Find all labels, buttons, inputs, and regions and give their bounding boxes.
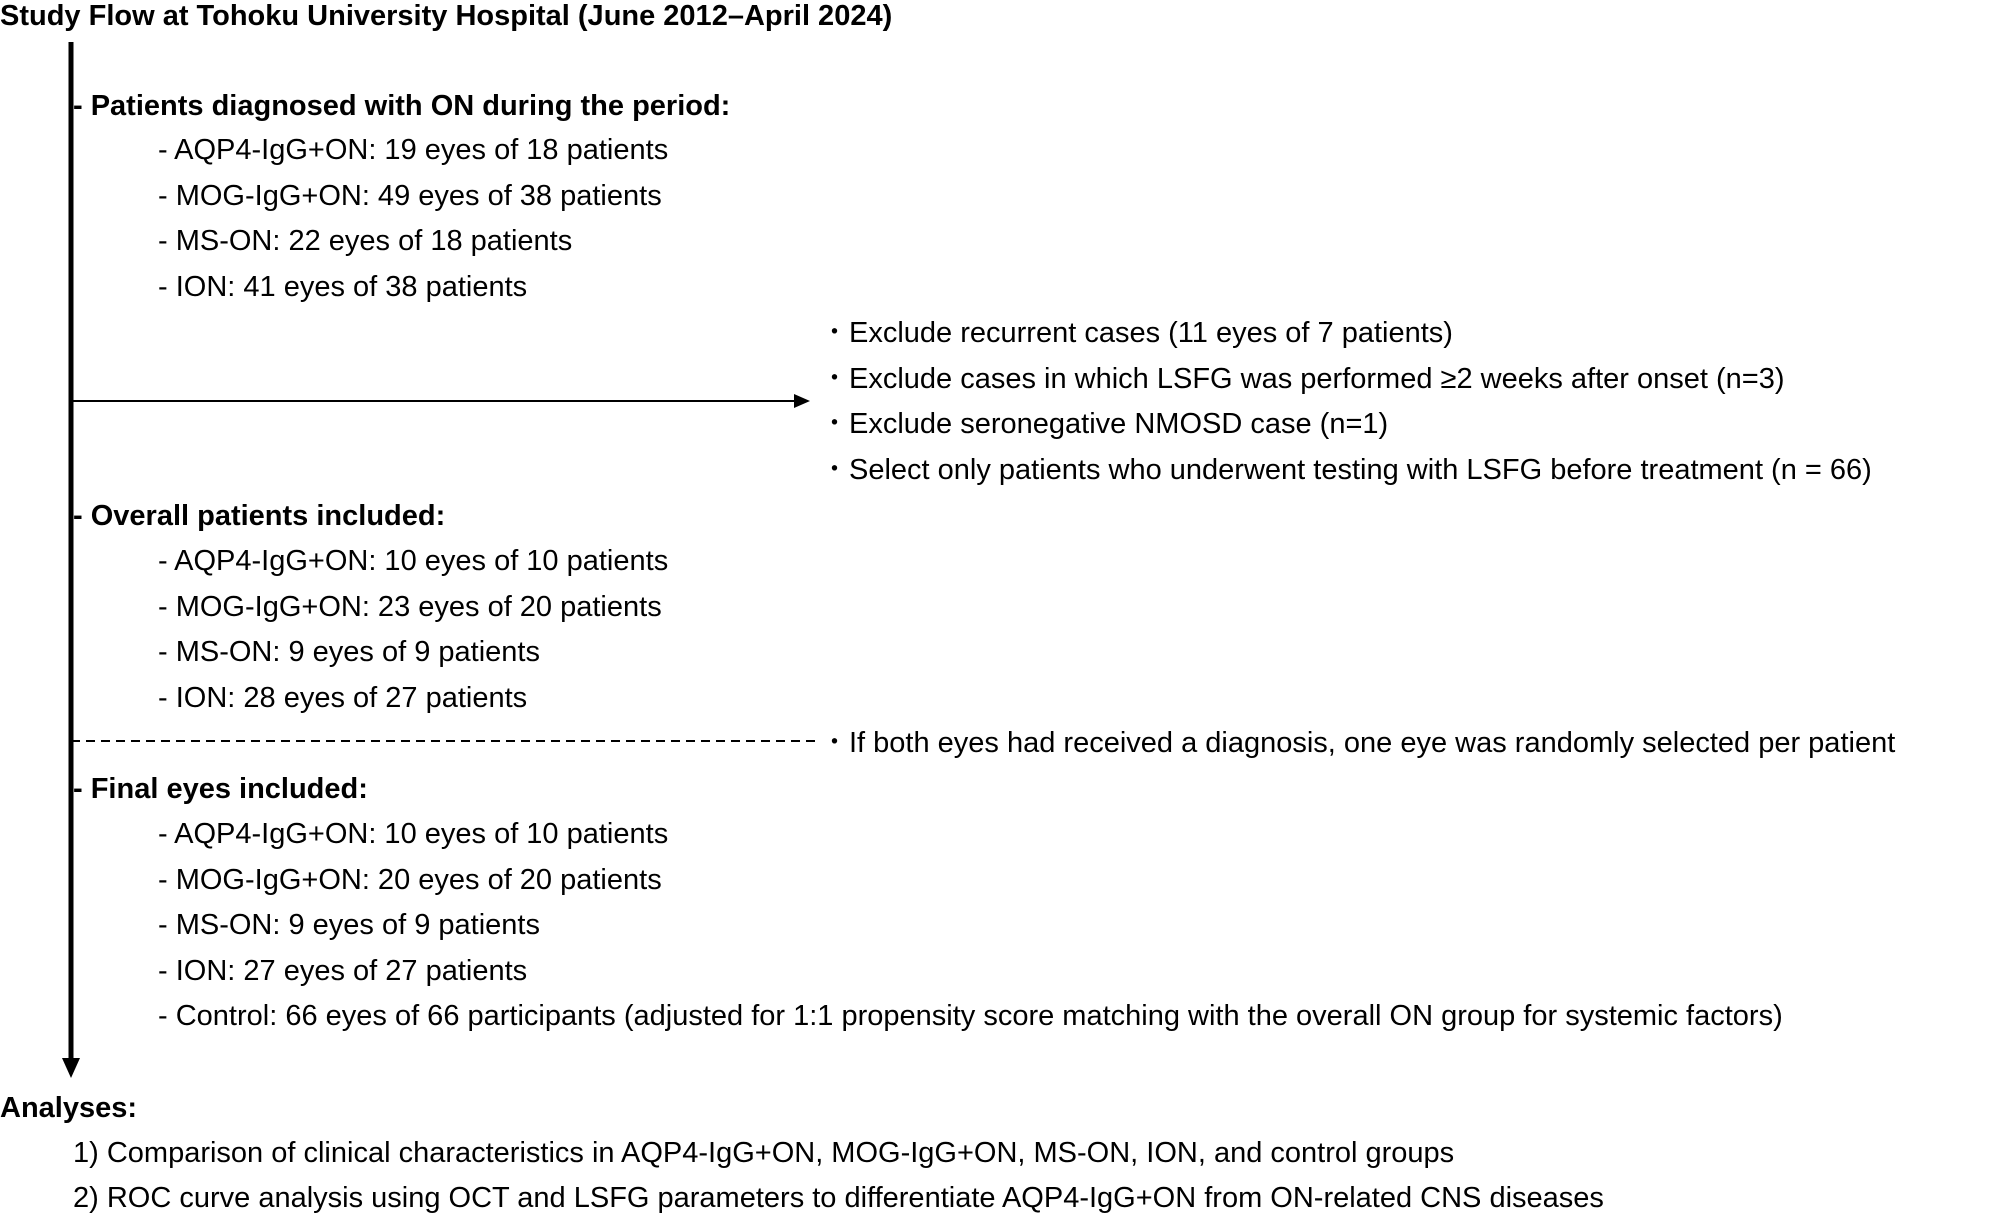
stage1-item: - AQP4-IgG+ON: 19 eyes of 18 patients [158,134,669,166]
stage1-item: - ION: 41 eyes of 38 patients [158,271,528,303]
stage3-heading: - Final eyes included: [73,773,368,805]
stage1-item: - MOG-IgG+ON: 49 eyes of 38 patients [158,180,662,212]
analyses-item: 2) ROC curve analysis using OCT and LSFG parameters to differentiate AQP4-IgG+ON from ON-related CNS diseases [73,1182,1604,1214]
stage3-item: - ION: 27 eyes of 27 patients [158,955,528,987]
exclusion-item: ・Exclude recurrent cases (11 eyes of 7 patients) [820,317,1453,349]
selection-note: ・If both eyes had received a diagnosis, one eye was randomly selected per patient [820,727,1896,759]
exclusion-item: ・Select only patients who underwent testing with LSFG before treatment (n = 66) [820,454,1872,486]
diagram-title: Study Flow at Tohoku University Hospital (June 2012–April 2024) [0,0,893,32]
stage2-item: - AQP4-IgG+ON: 10 eyes of 10 patients [158,545,669,577]
stage2-item: - MS-ON: 9 eyes of 9 patients [158,636,540,668]
main-flow-arrowhead [62,1058,80,1078]
stage1-item: - MS-ON: 22 eyes of 18 patients [158,225,573,257]
stage2-item: - ION: 28 eyes of 27 patients [158,682,528,714]
stage2-heading: - Overall patients included: [73,500,446,532]
exclusion-item: ・Exclude seronegative NMOSD case (n=1) [820,408,1389,440]
stage2-item: - MOG-IgG+ON: 23 eyes of 20 patients [158,591,662,623]
exclusion-arrowhead [794,394,810,408]
analyses-item: 1) Comparison of clinical characteristics in AQP4-IgG+ON, MOG-IgG+ON, MS-ON, ION, and control groups [73,1137,1455,1169]
exclusion-item: ・Exclude cases in which LSFG was performed ≥2 weeks after onset (n=3) [820,363,1785,395]
stage3-item: - MS-ON: 9 eyes of 9 patients [158,909,540,941]
stage1-heading: - Patients diagnosed with ON during the period: [73,90,731,122]
stage3-item: - Control: 66 eyes of 66 participants (adjusted for 1:1 propensity score matching with the overall ON group for systemic factors) [158,1000,1783,1032]
stage3-item: - AQP4-IgG+ON: 10 eyes of 10 patients [158,818,669,850]
analyses-heading: Analyses: [0,1092,138,1124]
stage3-item: - MOG-IgG+ON: 20 eyes of 20 patients [158,864,662,896]
